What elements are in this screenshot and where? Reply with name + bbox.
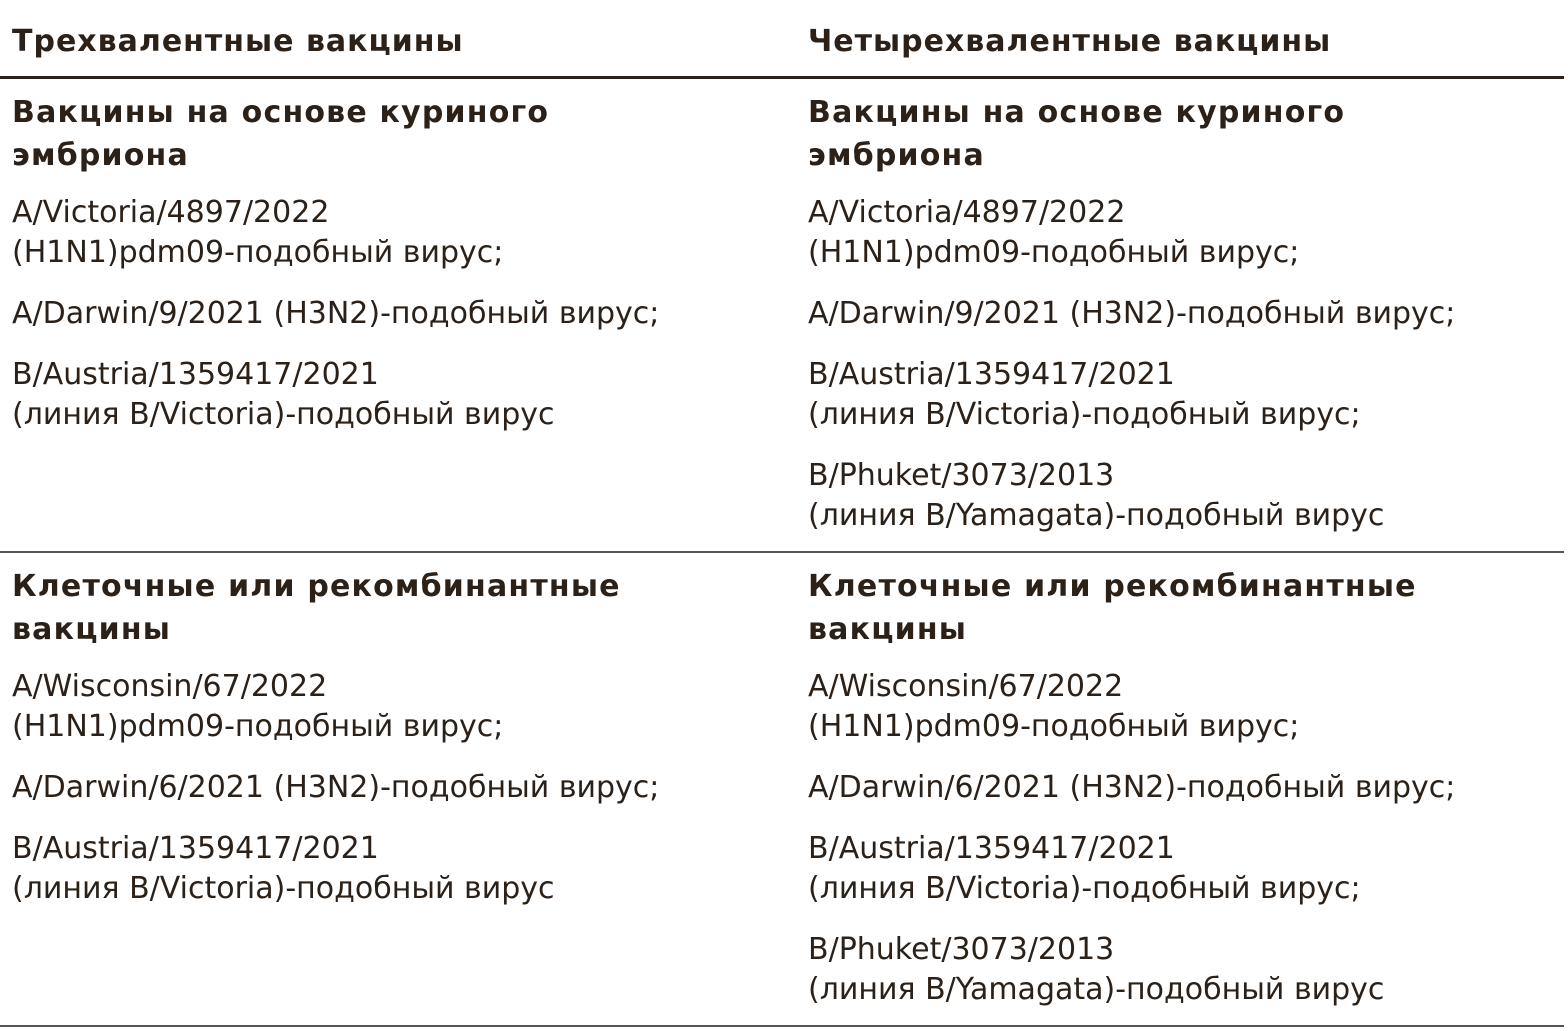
section-title: Вакцины на основе куриного эмбриона — [808, 95, 1346, 173]
header-quadrivalent: Четырехвалентные вакцины — [808, 24, 1332, 59]
section-title: Вакцины на основе куриного эмбриона — [12, 95, 550, 173]
list-item: B/Austria/1359417/2021 (линия B/Victoria)-подобный вирус — [12, 831, 555, 906]
section-cell-recombinant — [0, 553, 1564, 1027]
cell-trivalent-cell — [12, 553, 792, 1023]
list-item: B/Austria/1359417/2021 (линия B/Victoria)-подобный вирус; — [808, 357, 1361, 432]
list-item: A/Darwin/6/2021 (H3N2)-подобный вирус; — [808, 770, 1456, 805]
strain-list — [808, 193, 1455, 557]
table-header-row — [0, 0, 1564, 79]
strain-list — [12, 667, 659, 930]
list-item: A/Victoria/4897/2022 (H1N1)pdm09-подобный вирус; — [808, 195, 1300, 270]
list-item: B/Phuket/3073/2013 (линия B/Yamagata)-подобный вирус — [808, 932, 1385, 1007]
list-item: A/Darwin/6/2021 (H3N2)-подобный вирус; — [12, 770, 660, 805]
list-item: A/Darwin/9/2021 (H3N2)-подобный вирус; — [808, 296, 1456, 331]
list-item: A/Wisconsin/67/2022 (H1N1)pdm09-подобный вирус; — [808, 669, 1300, 744]
cell-quadrivalent-cell — [808, 553, 1564, 1023]
section-egg-based — [0, 79, 1564, 553]
list-item: A/Darwin/9/2021 (H3N2)-подобный вирус; — [12, 296, 660, 331]
list-item: B/Phuket/3073/2013 (линия B/Yamagata)-подобный вирус — [808, 458, 1385, 533]
list-item: B/Austria/1359417/2021 (линия B/Victoria)-подобный вирус; — [808, 831, 1361, 906]
section-title: Клеточные или рекомбинантные вакцины — [808, 569, 1417, 647]
header-trivalent: Трехвалентные вакцины — [12, 24, 464, 59]
section-title: Клеточные или рекомбинантные вакцины — [12, 569, 621, 647]
cell-trivalent-egg — [12, 79, 792, 549]
list-item: B/Austria/1359417/2021 (линия B/Victoria)-подобный вирус — [12, 357, 555, 432]
list-item: A/Victoria/4897/2022 (H1N1)pdm09-подобный вирус; — [12, 195, 504, 270]
strain-list — [12, 193, 659, 456]
list-item: A/Wisconsin/67/2022 (H1N1)pdm09-подобный вирус; — [12, 669, 504, 744]
cell-quadrivalent-egg — [808, 79, 1564, 549]
strain-list — [808, 667, 1455, 1031]
